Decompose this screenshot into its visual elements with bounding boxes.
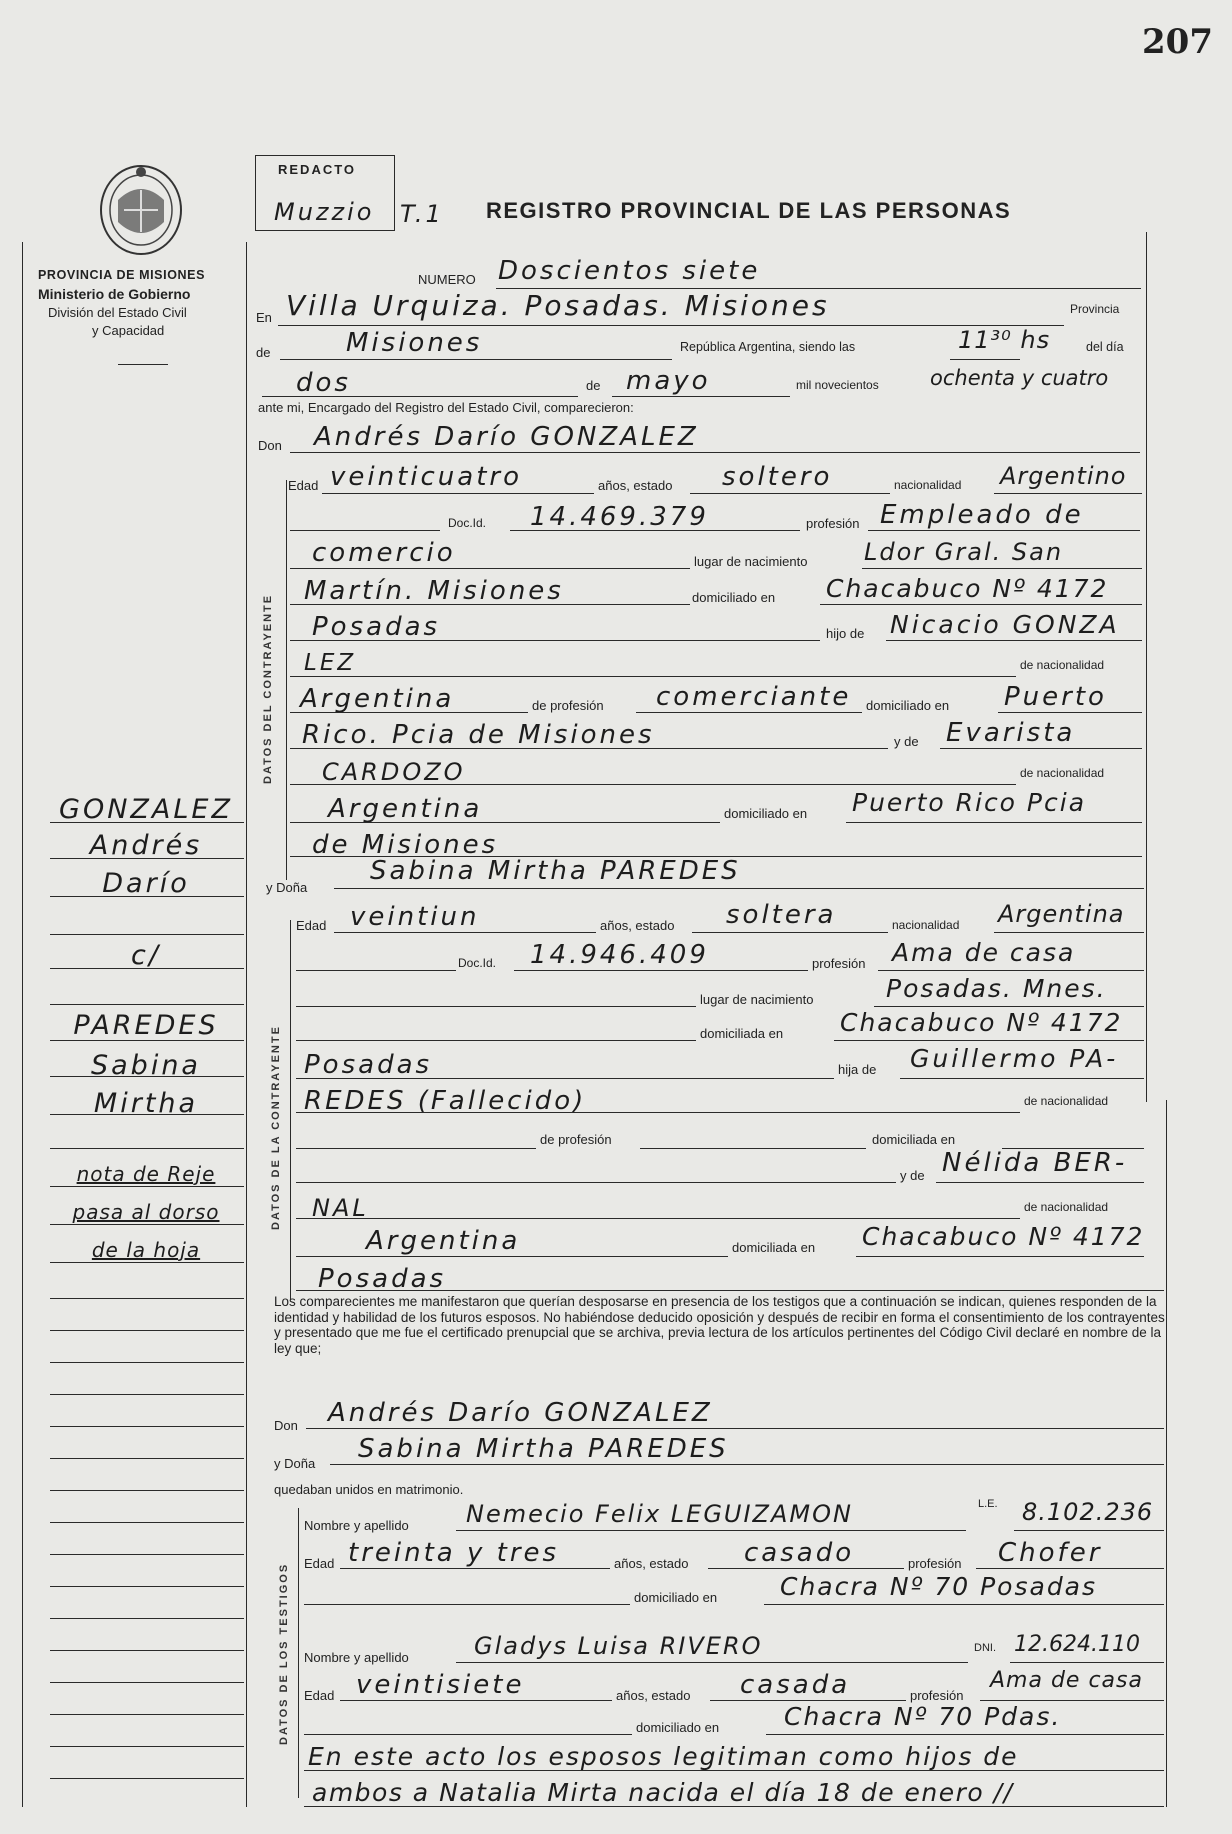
- label-f-madre-dom: domiciliada en: [732, 1240, 816, 1255]
- value-m-madre-dom-2: de Misiones: [312, 830, 499, 860]
- label-t2-anos: años, estado: [616, 1688, 691, 1703]
- section-label-contrayente-m: DATOS DEL CONTRAYENTE: [262, 593, 274, 784]
- label-t1-edad: Edad: [304, 1556, 335, 1571]
- value-mes: mayo: [626, 366, 711, 396]
- ministry-line-4: y Capacidad: [92, 323, 165, 338]
- label-quedaban: quedaban unidos en matrimonio.: [274, 1482, 464, 1497]
- label-republica: República Argentina, siendo las: [680, 340, 856, 354]
- margin-rule: [50, 1186, 244, 1187]
- value-t2-nombre: Gladys Luisa RIVERO: [474, 1632, 763, 1660]
- margin-con: c/: [131, 940, 161, 971]
- ministry-line-1: PROVINCIA DE MISIONES: [38, 268, 206, 282]
- value-t1-estado: casado: [744, 1538, 855, 1568]
- margin-rule: [50, 1148, 244, 1149]
- label-m-madre-dom: domiciliado en: [724, 806, 808, 821]
- margin-rule: [50, 1426, 244, 1427]
- bracket-testigos: [298, 1508, 299, 1798]
- redacto-name: Muzzio: [274, 198, 375, 226]
- right-border-upper: [1146, 232, 1147, 1102]
- label-dona: y Doña: [266, 880, 308, 895]
- ministry-divider: [118, 364, 168, 365]
- label-t2-dni: DNI.: [974, 1642, 996, 1654]
- label-f-prof: profesión: [812, 956, 866, 971]
- label-numero: NUMERO: [418, 272, 476, 287]
- label-t2-prof: profesión: [910, 1688, 964, 1703]
- label-m-hijo: hijo de: [826, 626, 865, 641]
- value-t1-edad: treinta y tres: [348, 1538, 560, 1568]
- label-m-doc: Doc.Id.: [448, 516, 487, 530]
- document-title: REGISTRO PROVINCIAL DE LAS PERSONAS: [486, 198, 1012, 223]
- label-m-edad: Edad: [288, 478, 319, 493]
- value-t2-dni: 12.624.110: [1014, 1632, 1140, 1657]
- value-f-lugar: Posadas. Mnes.: [886, 974, 1107, 1003]
- label-m-y-de: y de: [894, 734, 919, 749]
- value-t2-dom: Chacra Nº 70 Pdas.: [784, 1702, 1062, 1731]
- value-m-edad: veinticuatro: [330, 462, 522, 492]
- value-t2-prof: Ama de casa: [990, 1668, 1143, 1693]
- label-m-padre-prof: de profesión: [532, 698, 604, 713]
- margin-rule: [50, 1746, 244, 1747]
- label-m-anos: años, estado: [598, 478, 673, 493]
- label-de: de: [256, 345, 271, 360]
- value-m-padre-dom-1: Puerto: [1004, 682, 1107, 712]
- value-f-madre-1: Nélida BER-: [942, 1148, 1128, 1178]
- label-f-padre-dom: domiciliada en: [872, 1132, 956, 1147]
- label-t2-edad: Edad: [304, 1688, 335, 1703]
- redacto-label: REDACTO: [278, 162, 357, 177]
- value-m-prof-2: comercio: [312, 538, 456, 568]
- value-m-padre-dom-2: Rico. Pcia de Misiones: [302, 720, 655, 750]
- coat-of-arms-seal: [96, 160, 186, 258]
- value-m-dom-2: Posadas: [312, 612, 441, 642]
- value-m-nac: Argentino: [1000, 462, 1127, 490]
- label-m-padre-dom: domiciliado en: [866, 698, 950, 713]
- value-m-doc: 14.469.379: [530, 502, 709, 532]
- value-f-prof: Ama de casa: [892, 938, 1076, 967]
- label-decl-dona: y Doña: [274, 1456, 316, 1471]
- label-t1-anos: años, estado: [614, 1556, 689, 1571]
- margin-middle-groom: Darío: [102, 868, 190, 899]
- label-t1-nombre: Nombre y apellido: [304, 1518, 409, 1533]
- value-m-madre-1: Evarista: [946, 718, 1076, 748]
- page-number: 207: [1142, 22, 1213, 62]
- label-m-nac: nacionalidad: [894, 478, 962, 492]
- margin-rule: [50, 1298, 244, 1299]
- margin-rule: [50, 1778, 244, 1779]
- value-f-madre-dom: Chacabuco Nº 4172: [862, 1222, 1145, 1251]
- label-m-lugar: lugar de nacimiento: [694, 554, 808, 569]
- value-f-dom-2: Posadas: [304, 1050, 433, 1080]
- value-t2-estado: casada: [740, 1670, 851, 1700]
- value-m-padre-nac: Argentina: [300, 684, 455, 714]
- bracket-contrayente-f: [290, 920, 291, 1300]
- value-decl-don: Andrés Darío GONZALEZ: [328, 1398, 713, 1428]
- margin-note-3: de la hoja: [91, 1238, 201, 1262]
- note-line-2: ambos a Natalia Mirta nacida el día 18 de enero //: [312, 1778, 1014, 1807]
- value-f-padre-2: REDES (Fallecido): [304, 1086, 587, 1116]
- value-don: Andrés Darío GONZALEZ: [314, 422, 699, 452]
- margin-divider-line: [246, 242, 247, 1807]
- value-f-madre-dom-2: Posadas: [318, 1264, 447, 1294]
- label-decl-don: Don: [274, 1418, 298, 1433]
- label-f-anos: años, estado: [600, 918, 675, 933]
- value-m-padre-1: Nicacio GONZA: [890, 610, 1120, 639]
- value-t1-dom: Chacra Nº 70 Posadas: [780, 1572, 1098, 1601]
- margin-rule: [50, 1522, 244, 1523]
- value-f-doc: 14.946.409: [530, 940, 709, 970]
- ministry-line-2: Ministerio de Gobierno: [38, 286, 191, 302]
- label-ante-mi: ante mi, Encargado del Registro del Estado Civil, comparecieron:: [258, 400, 634, 415]
- label-f-madre-nac: de nacionalidad: [1024, 1200, 1109, 1214]
- label-t1-le: L.E.: [978, 1498, 998, 1510]
- value-f-estado: soltera: [726, 900, 837, 930]
- label-t1-dom: domiciliado en: [634, 1590, 718, 1605]
- margin-note-1: nota de Reje: [76, 1162, 216, 1186]
- margin-rule: [50, 934, 244, 935]
- margin-name-groom: Andrés: [89, 830, 203, 861]
- label-del-dia: del día: [1086, 340, 1124, 354]
- value-f-dom-1: Chacabuco Nº 4172: [840, 1008, 1123, 1037]
- margin-rule: [50, 1262, 244, 1263]
- label-f-hija: hija de: [838, 1062, 877, 1077]
- value-m-lugar-1: Ldor Gral. San: [864, 538, 1064, 566]
- label-en: En: [256, 310, 272, 325]
- label-provincia: Provincia: [1070, 302, 1120, 316]
- value-f-nac: Argentina: [998, 900, 1125, 928]
- section-label-contrayente-f: DATOS DE LA CONTRAYENTE: [270, 1025, 282, 1230]
- value-hora: 11³⁰ hs: [958, 326, 1051, 354]
- label-m-padre-nac: de nacionalidad: [1020, 658, 1105, 672]
- value-m-madre-nac: Argentina: [328, 794, 483, 824]
- margin-rule: [50, 1394, 244, 1395]
- label-f-lugar: lugar de nacimiento: [700, 992, 814, 1007]
- label-don: Don: [258, 438, 282, 453]
- margin-rule: [50, 1682, 244, 1683]
- bracket-contrayente-m: [286, 480, 287, 880]
- margin-rule: [50, 1458, 244, 1459]
- margin-name-bride: Sabina: [91, 1050, 201, 1081]
- label-m-madre-nac: de nacionalidad: [1020, 766, 1105, 780]
- label-f-padre-nac: de nacionalidad: [1024, 1094, 1109, 1108]
- label-de-mes: de: [586, 378, 601, 393]
- value-t1-nombre: Nemecio Felix LEGUIZAMON: [466, 1500, 853, 1528]
- value-m-dom-1: Chacabuco Nº 4172: [826, 574, 1109, 603]
- value-m-madre-dom-1: Puerto Rico Pcia: [852, 788, 1087, 817]
- value-m-prof-1: Empleado de: [880, 500, 1084, 530]
- label-f-dom: domiciliada en: [700, 1026, 784, 1041]
- value-m-padre-prof: comerciante: [656, 682, 852, 712]
- ministry-line-3: División del Estado Civil: [48, 305, 187, 320]
- value-m-padre-2: LEZ: [304, 650, 357, 676]
- margin-note-2: pasa al dorso: [72, 1200, 220, 1224]
- value-decl-dona: Sabina Mirtha PAREDES: [358, 1434, 729, 1464]
- label-t2-nombre: Nombre y apellido: [304, 1650, 409, 1665]
- margin-rule: [50, 1714, 244, 1715]
- value-f-edad: veintiun: [350, 902, 480, 932]
- margin-rule: [50, 1618, 244, 1619]
- left-outer-line: [22, 242, 23, 1807]
- value-t2-edad: veintisiete: [356, 1670, 525, 1700]
- label-m-prof: profesión: [806, 516, 860, 531]
- value-lugar: Villa Urquiza. Posadas. Misiones: [286, 289, 830, 322]
- value-numero: Doscientos siete: [498, 256, 761, 286]
- margin-rule: [50, 1362, 244, 1363]
- margin-rule: [50, 1330, 244, 1331]
- label-f-y-de: y de: [900, 1168, 925, 1183]
- value-f-madre-nac: Argentina: [366, 1226, 521, 1256]
- consent-paragraph: Los comparecientes me manifestaron que querían desposarse en presencia de los testigos que a continuación se indican, quienes responden de la identidad y habilidad de los futuros esposos. No habiéndose deducido oposición y después de recibir en forma el consentimiento de los contrayentes y presentado que me fue el certificado prenupcial que se archiva, previa lectura de los artículos pertinentes del Código Civil declaré en nombre de la ley que;: [274, 1294, 1165, 1356]
- label-t1-prof: profesión: [908, 1556, 962, 1571]
- label-t2-dom: domiciliado en: [636, 1720, 720, 1735]
- value-f-padre-1: Guillermo PA-: [910, 1044, 1119, 1073]
- note-line-1: En este acto los esposos legitiman como hijos de: [308, 1742, 1019, 1771]
- value-anio: ochenta y cuatro: [930, 366, 1109, 390]
- margin-surname-groom: GONZALEZ: [59, 794, 233, 825]
- label-f-doc: Doc.Id.: [458, 956, 497, 970]
- label-f-edad: Edad: [296, 918, 327, 933]
- label-f-nac: nacionalidad: [892, 918, 960, 932]
- margin-rule: [50, 1554, 244, 1555]
- value-provincia: Misiones: [346, 328, 483, 358]
- margin-middle-bride: Mirtha: [93, 1088, 199, 1119]
- margin-rule: [50, 1650, 244, 1651]
- value-dona: Sabina Mirtha PAREDES: [370, 856, 741, 886]
- value-t1-prof: Chofer: [998, 1538, 1103, 1568]
- label-f-padre-prof: de profesión: [540, 1132, 612, 1147]
- value-f-madre-2: NAL: [312, 1194, 369, 1222]
- value-m-estado: soltero: [722, 462, 833, 492]
- value-dia: dos: [296, 368, 351, 398]
- value-m-madre-2: CARDOZO: [322, 758, 466, 786]
- right-border-lower: [1166, 1100, 1167, 1807]
- margin-rule: [50, 1490, 244, 1491]
- margin-rule: [50, 1586, 244, 1587]
- margin-rule: [50, 1224, 244, 1225]
- label-mil: mil novecientos: [796, 378, 879, 392]
- value-m-lugar-2: Martín. Misiones: [304, 576, 564, 606]
- section-label-testigos-text: DATOS DE LOS TESTIGOS: [278, 1562, 290, 1745]
- margin-surname-bride: PAREDES: [73, 1010, 219, 1041]
- label-m-dom: domiciliado en: [692, 590, 776, 605]
- margin-rule: [50, 1004, 244, 1005]
- redacto-tomo: T.1: [400, 200, 444, 228]
- value-t1-le: 8.102.236: [1022, 1498, 1154, 1526]
